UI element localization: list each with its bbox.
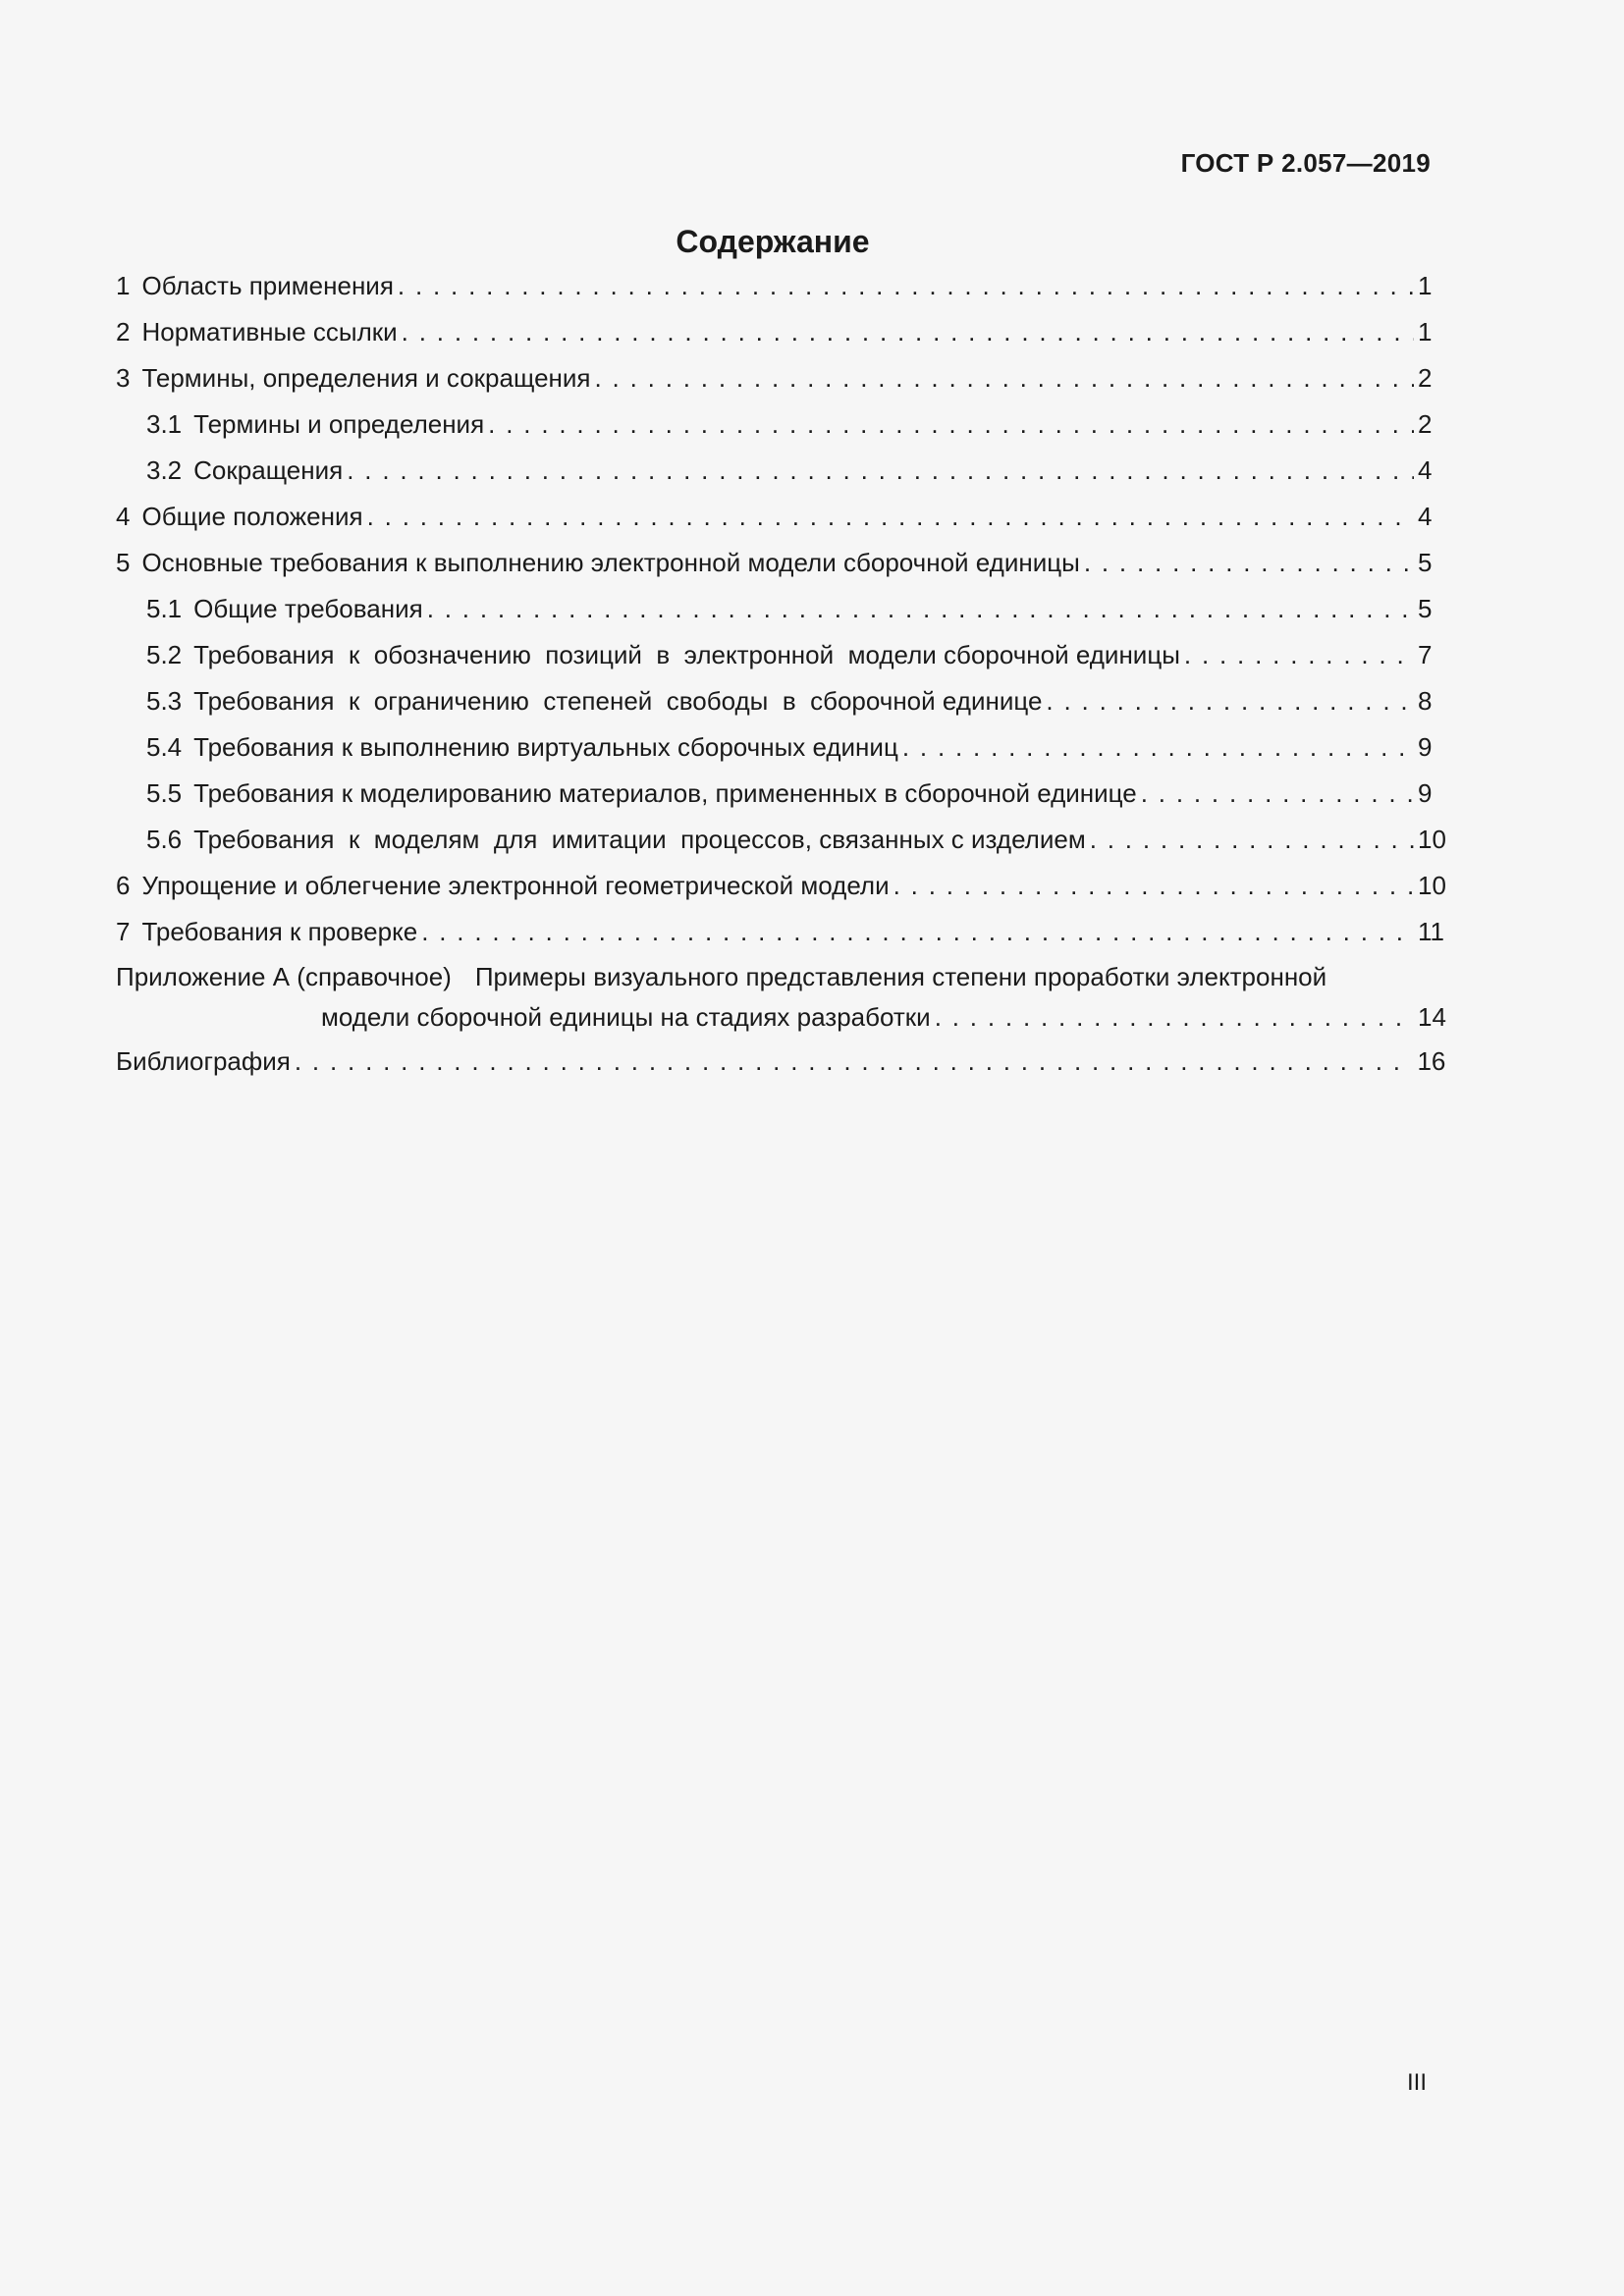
toc-entry-label: Сокращения	[193, 455, 344, 485]
toc-entry-label: Библиография	[116, 1046, 291, 1076]
toc-entry-page: 4	[1418, 455, 1433, 485]
toc-entry-label: Требования к моделям для имитации процессов, связанных с изделием	[193, 825, 1086, 854]
toc-entry-page: 1	[1418, 317, 1433, 347]
dot-leader	[935, 995, 1414, 1039]
toc-subentry[interactable]	[116, 401, 1432, 448]
toc-entry-label: Требования к моделированию материалов, примененных в сборочной единице	[193, 778, 1137, 808]
dot-leader	[1090, 817, 1414, 863]
dot-leader	[367, 494, 1414, 540]
toc-entry-label: Требования к обозначению позиций в электронной модели сборочной единицы	[193, 640, 1180, 669]
toc-subentry[interactable]	[116, 724, 1432, 771]
dot-leader	[893, 863, 1414, 909]
toc-entry-page: 5	[1418, 594, 1433, 623]
toc-entry-number: 5.6	[146, 825, 183, 854]
toc-entry[interactable]	[116, 309, 1432, 355]
dot-leader	[421, 909, 1414, 955]
toc-entry-page: 2	[1418, 363, 1433, 393]
toc-entry-page: 7	[1418, 640, 1433, 669]
appendix-heading: Приложение А (справочное)	[116, 962, 452, 991]
toc-entry-number: 3	[116, 363, 131, 393]
toc-entry[interactable]	[116, 494, 1432, 540]
toc-entry-number: 7	[116, 917, 131, 946]
toc-entry-page: 14	[1418, 1002, 1446, 1032]
toc-entry-number: 5.3	[146, 686, 183, 716]
dot-leader	[402, 309, 1414, 355]
toc-entry-number: 5.5	[146, 778, 183, 808]
dot-leader	[1184, 632, 1414, 678]
toc-entry-label: Область применения	[141, 271, 394, 300]
toc-entry-page: 5	[1418, 548, 1433, 577]
dot-leader	[295, 1039, 1414, 1085]
toc-subentry[interactable]	[116, 632, 1432, 678]
toc-entry-number: 5.4	[146, 732, 183, 762]
toc-entry-label: Нормативные ссылки	[141, 317, 398, 347]
toc-appendix-entry[interactable]	[116, 958, 1432, 995]
toc-entry-page: 2	[1418, 409, 1433, 439]
toc-subentry[interactable]	[116, 771, 1432, 817]
toc-entry-page: 8	[1418, 686, 1433, 716]
toc-subentry[interactable]	[116, 678, 1432, 724]
dot-leader	[1084, 540, 1414, 586]
dot-leader	[902, 724, 1414, 771]
toc-entry-label: Требования к ограничению степеней свободы в сборочной единице	[193, 686, 1043, 716]
appendix-title-line1: Примеры визуального представления степени проработки электронной	[474, 962, 1327, 991]
toc-entry-page: 4	[1418, 502, 1433, 531]
appendix-title-line2: модели сборочной единицы на стадиях разработки	[321, 1002, 931, 1032]
toc-entry-label: Общие требования	[193, 594, 423, 623]
toc-entry-number: 4	[116, 502, 131, 531]
toc-entry-page: 9	[1418, 732, 1433, 762]
toc-entry-number: 3.1	[146, 409, 183, 439]
toc-entry-page: 10	[1418, 825, 1446, 854]
toc-appendix-entry-continued[interactable]	[116, 995, 1446, 1039]
toc-entry[interactable]	[116, 863, 1446, 909]
toc-subentry[interactable]	[116, 817, 1446, 863]
dot-leader	[1046, 678, 1414, 724]
toc-entry[interactable]	[116, 540, 1432, 586]
toc-entry-label: Требования к выполнению виртуальных сборочных единиц	[193, 732, 898, 762]
toc-entry-label: Требования к проверке	[141, 917, 418, 946]
dot-leader	[398, 263, 1414, 309]
toc-entry[interactable]	[116, 909, 1444, 955]
toc-entry-page: 1	[1418, 271, 1433, 300]
toc-entry-number: 1	[116, 271, 131, 300]
toc-title: Содержание	[676, 224, 870, 259]
toc-entry[interactable]	[116, 355, 1432, 401]
dot-leader	[347, 448, 1414, 494]
toc-entry-label: Основные требования к выполнению электронной модели сборочной единицы	[141, 548, 1080, 577]
toc-entry-page: 10	[1418, 871, 1446, 900]
toc-entry-page: 9	[1418, 778, 1433, 808]
dot-leader	[1141, 771, 1414, 817]
document-code: ГОСТ Р 2.057—2019	[1180, 148, 1431, 178]
toc-entry-label: Упрощение и облегчение электронной геометрической модели	[141, 871, 890, 900]
table-of-contents	[116, 263, 1446, 1085]
toc-entry-number: 5.1	[146, 594, 183, 623]
toc-entry-label: Термины и определения	[193, 409, 485, 439]
toc-entry-number: 5.2	[146, 640, 183, 669]
toc-entry-number: 3.2	[146, 455, 183, 485]
toc-bibliography-entry[interactable]	[116, 1039, 1446, 1085]
toc-entry-page: 11	[1418, 917, 1444, 946]
toc-entry-label: Термины, определения и сокращения	[141, 363, 591, 393]
toc-subentry[interactable]	[116, 586, 1432, 632]
dot-leader	[595, 355, 1415, 401]
toc-entry-number: 6	[116, 871, 131, 900]
toc-entry-label: Общие положения	[141, 502, 363, 531]
dot-leader	[488, 401, 1414, 448]
toc-entry-page: 16	[1417, 1046, 1446, 1076]
toc-entry[interactable]	[116, 263, 1432, 309]
toc-entry-number: 5	[116, 548, 131, 577]
dot-leader	[427, 586, 1414, 632]
page-number: III	[1406, 2069, 1427, 2096]
toc-entry-number: 2	[116, 317, 131, 347]
toc-subentry[interactable]	[116, 448, 1432, 494]
